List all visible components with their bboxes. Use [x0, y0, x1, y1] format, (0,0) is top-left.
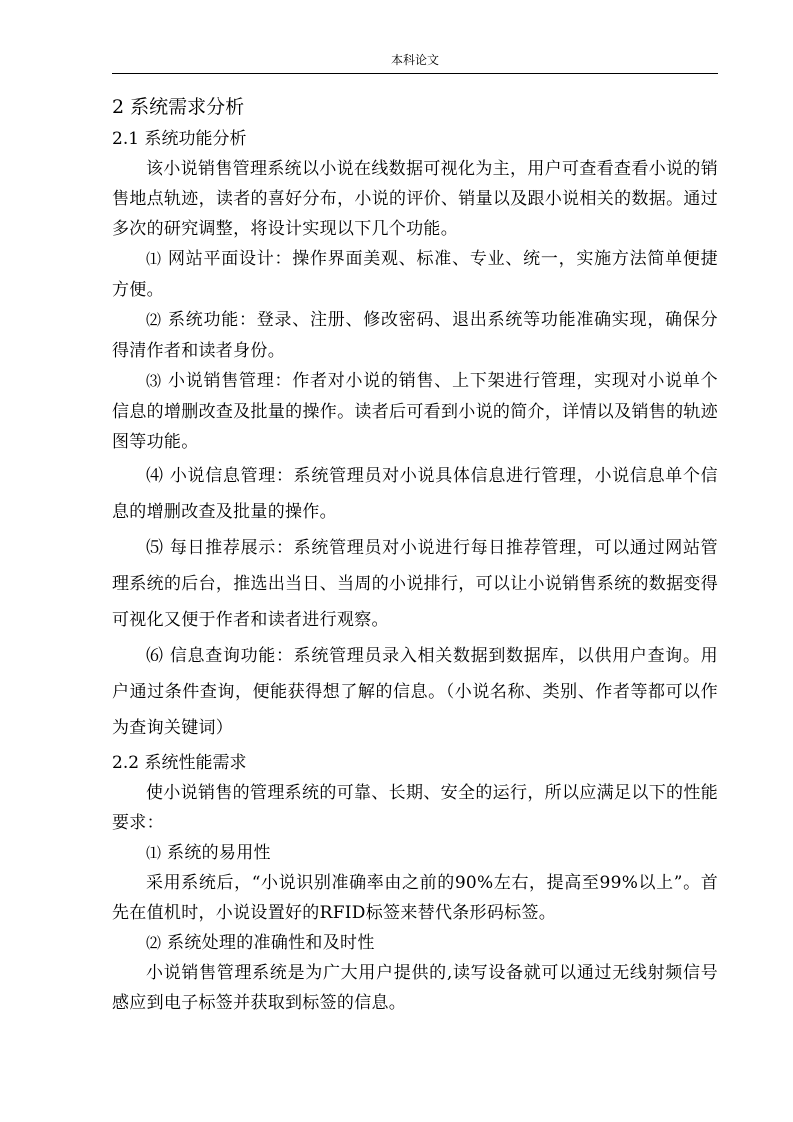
document-body	[112, 92, 718, 1018]
item-text: 信息查询功能：系统管理员录入相关数据到数据库，以供用户查询。用户通过条件查询，便能获得想了解的信息。（小说名称、类别、作者等都可以作为查询关键词）	[112, 645, 718, 738]
item-text: 小说销售管理：作者对小说的销售、上下架进行管理，实现对小说单个信息的增删改查及批量的操作。读者后可看到小说的简介，详情以及销售的轨迹图等功能。	[112, 371, 718, 452]
item-text: 网站平面设计：操作界面美观、标准、专业、统一，实施方法简单便捷方便。	[112, 249, 718, 300]
function-item-3	[112, 366, 718, 458]
performance-item-1-text: 采用系统后，“小说识别准确率由之前的90%左右，提高至99%以上”。首先在值机时，小说设置好的RFID标签来替代条形码标签。	[112, 872, 718, 923]
item-text: 每日推荐展示：系统管理员对小说进行每日推荐管理，可以通过网站管理系统的后台，推选出当日、当周的小说排行，可以让小说销售系统的数据变得可视化又便于作者和读者进行观察。	[112, 537, 718, 630]
function-item-1	[112, 244, 718, 305]
section-2-1-intro: 该小说销售管理系统以小说在线数据可视化为主，用户可查看查看小说的销售地点轨迹，读者的喜好分布，小说的评价、销量以及跟小说相关的数据。通过多次的研究调整，将设计实现以下几个功能。	[112, 159, 718, 239]
section-heading-2-2: 2.2 系统性能需求	[112, 752, 247, 773]
item-text: 小说信息管理：系统管理员对小说具体信息进行管理，小说信息单个信息的增删改查及批量的操作。	[112, 465, 718, 522]
function-item-4	[112, 458, 718, 530]
header-rule	[112, 73, 718, 74]
performance-item-2-text: 小说销售管理系统是为广大用户提供的,读写设备就可以通过无线射频信号感应到电子标签并获取到标签的信息。	[112, 962, 718, 1013]
item-marker: ⑴	[146, 250, 162, 268]
item-marker: ⑹	[146, 645, 164, 666]
function-item-5	[112, 530, 718, 638]
performance-item-2-title	[112, 928, 718, 958]
item-marker: ⑵	[146, 933, 162, 952]
function-item-2	[112, 305, 718, 366]
item-text: 系统功能：登录、注册、修改密码、退出系统等功能准确实现，确保分得清作者和读者身份。	[112, 310, 718, 361]
function-item-6	[112, 638, 718, 746]
running-header: 本科论文	[390, 53, 439, 67]
item-marker: ⑸	[146, 537, 164, 558]
item-title: 系统的易用性	[167, 842, 271, 863]
item-title: 系统处理的准确性和及时性	[167, 932, 375, 953]
item-marker: ⑷	[146, 465, 164, 486]
performance-item-1-title	[112, 838, 718, 868]
item-marker: ⑵	[146, 311, 162, 329]
item-marker: ⑴	[146, 843, 162, 862]
chapter-heading: 2 系统需求分析	[112, 96, 245, 118]
section-heading-2-1: 2.1 系统功能分析	[112, 129, 247, 149]
section-2-2-intro: 使小说销售的管理系统的可靠、长期、安全的运行，所以应满足以下的性能要求：	[112, 782, 718, 833]
item-marker: ⑶	[146, 372, 162, 390]
